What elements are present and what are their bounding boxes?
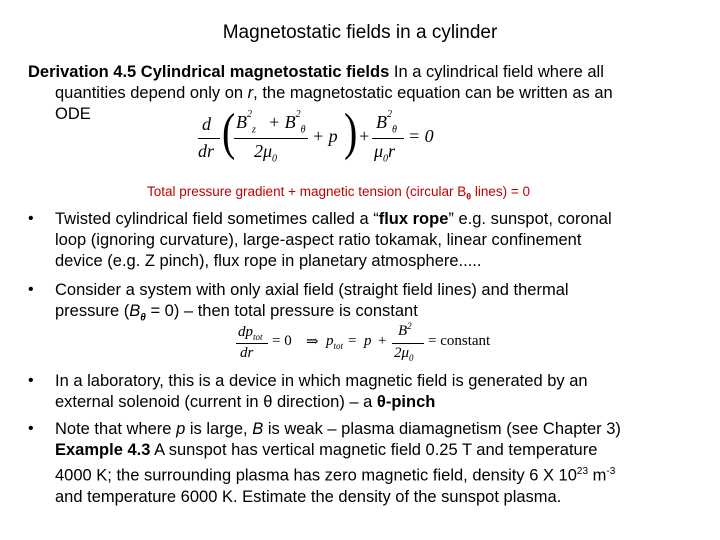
eq2-dp: $dp_{tot}$ bbox=[238, 324, 263, 342]
bullet-4-marker: • bbox=[28, 420, 34, 437]
derivation-text-3: ODE bbox=[55, 105, 91, 123]
bullet-1-line-2: loop (ignoring curvature), large-aspect ratio tokamak, linear confinement bbox=[55, 231, 582, 249]
derivation-text-1: In a cylindrical field where all bbox=[389, 63, 604, 81]
page-title: Magnetostatic fields in a cylinder bbox=[222, 22, 498, 43]
eq2-b2: $B^2$ bbox=[398, 321, 412, 339]
bullet-4-line-1: Note that where p is large, B is weak – plasma diamagnetism (see Chapter 3) bbox=[55, 420, 621, 438]
derivation-text-2a: quantities depend only on bbox=[55, 84, 248, 102]
bullet-3-marker: • bbox=[28, 372, 34, 389]
caption-text: Total pressure gradient + magnetic tension (circular B bbox=[147, 184, 467, 199]
theta-pinch-term: θ-pinch bbox=[376, 393, 436, 411]
bullet-3-line-2: external solenoid (current in θ direction) – a θ-pinch bbox=[55, 393, 436, 411]
example-line-2: 4000 K; the surrounding plasma has zero magnetic field, density 6 X $10^{23}$ $m^{-3}$ bbox=[55, 466, 616, 485]
bullet-1-line-1: Twisted cylindrical field sometimes called a “flux rope” e.g. sunspot, coronal bbox=[55, 210, 612, 228]
bullet-2 bbox=[55, 280, 705, 328]
eq1-fraction-bar-b bbox=[234, 138, 308, 139]
flux-rope-term: flux rope bbox=[378, 210, 449, 228]
eq1-two-mu0: $2\mu_0$ bbox=[254, 141, 278, 165]
bullet-4 bbox=[55, 419, 705, 508]
example-line-1: Example 4.3 A sunspot has vertical magnetic field 0.25 T and temperature bbox=[55, 441, 598, 459]
eq2-equals: = bbox=[348, 333, 357, 349]
eq2-two-mu0: $2\mu_0$ bbox=[394, 345, 414, 363]
eq1-plus-p: + p bbox=[312, 126, 338, 146]
bullet-1 bbox=[55, 209, 705, 272]
eq1-fraction-bar-d bbox=[198, 138, 220, 140]
eq1-mu0r: $\mu_0r$ bbox=[374, 141, 396, 165]
derivation-line-1 bbox=[28, 62, 698, 83]
eq2-fraction-bar-1 bbox=[236, 343, 268, 344]
bullet-3 bbox=[55, 371, 705, 413]
eq2-dr: dr bbox=[240, 345, 254, 361]
bullet-2-marker: • bbox=[28, 281, 34, 298]
eq1-fraction-bar-tension bbox=[372, 138, 404, 139]
eq2-constant: = constant bbox=[428, 333, 491, 349]
eq1-b2-num: $B^2_\theta$ bbox=[376, 109, 397, 136]
eq1-right-paren: ) bbox=[344, 102, 358, 161]
eq2-p: p bbox=[364, 333, 372, 349]
derivation-label: Derivation 4.5 Cylindrical magnetostatic fields bbox=[28, 63, 390, 81]
eq1-btheta2: + $B^2_\theta$ bbox=[268, 109, 306, 136]
eq2-fraction-bar-2 bbox=[392, 343, 424, 344]
example-label: Example 4.3 bbox=[55, 441, 151, 459]
bullet-2-line-2: pressure $(B_\theta = 0)$ – then total pressure is constant bbox=[55, 302, 418, 324]
eq2-p-tot: $p_{tot}$ bbox=[326, 333, 344, 351]
eq1-bz2: $B^2_z$ bbox=[236, 109, 256, 136]
bullet-2-line-1: Consider a system with only axial field (straight field lines) and thermal bbox=[55, 281, 569, 299]
eq2-implies-arrow: ⇒ bbox=[306, 334, 319, 350]
eq1-left-paren: ( bbox=[222, 102, 236, 161]
eq2-plus: + bbox=[378, 333, 387, 349]
eq1-dr: dr bbox=[198, 141, 215, 161]
eq1-d: d bbox=[202, 114, 211, 134]
bullet-1-marker: • bbox=[28, 210, 34, 227]
derivation-text-2b: , the magnetostatic equation can be written as an bbox=[253, 84, 613, 102]
variable-r: r bbox=[247, 84, 254, 102]
bullet-3-line-1: In a laboratory, this is a device in which magnetic field is generated by an bbox=[55, 372, 588, 390]
derivation-line-3 bbox=[55, 104, 91, 125]
caption-end: lines) = 0 bbox=[471, 184, 531, 199]
cylindrical-ode-equation bbox=[198, 102, 434, 168]
caption-sub: θ bbox=[466, 191, 472, 202]
eq1-equals-zero: = 0 bbox=[408, 126, 434, 146]
derivation-paragraph bbox=[28, 62, 698, 83]
eq1-paren-plus: + bbox=[358, 126, 371, 146]
derivation-line-2 bbox=[55, 83, 705, 104]
total-pressure-equation bbox=[232, 321, 512, 368]
example-line-3: and temperature 6000 K. Estimate the density of the sunspot plasma. bbox=[55, 487, 562, 506]
equation-caption bbox=[147, 184, 530, 202]
bullet-1-line-3: device (e.g. Z pinch), flux rope in planetary atmosphere..... bbox=[55, 252, 482, 270]
eq2-eq0: = 0 bbox=[272, 333, 292, 349]
